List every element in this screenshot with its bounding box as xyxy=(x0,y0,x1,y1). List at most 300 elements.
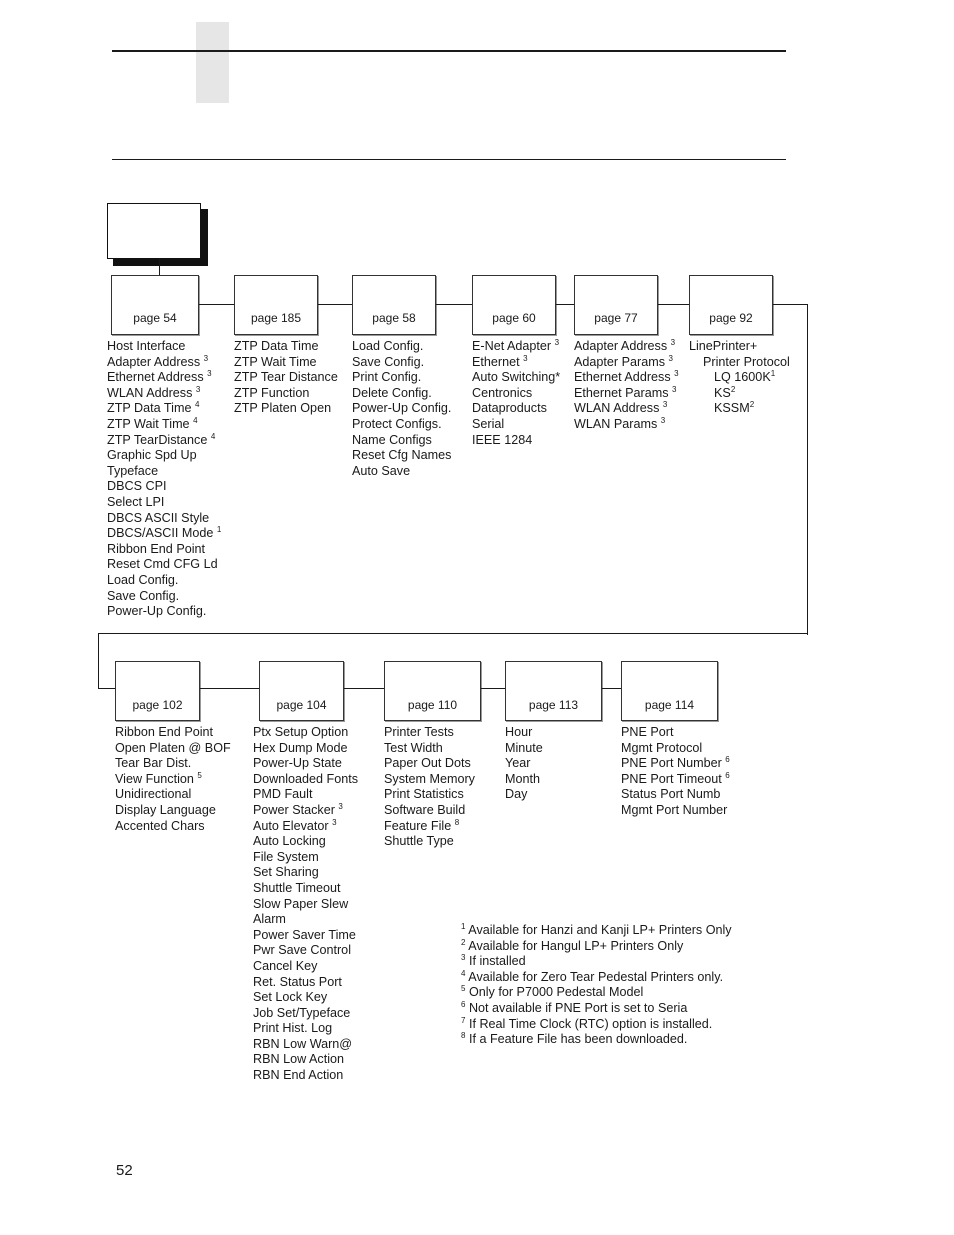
footnote-marker: 6 xyxy=(725,770,730,780)
menu-item xyxy=(253,1037,358,1053)
menu-item xyxy=(352,370,451,386)
menu-box-row1-6 xyxy=(689,275,773,335)
menu-item-text: Load Config. xyxy=(352,339,424,353)
footnote-text: Available for Zero Tear Pedestal Printers only. xyxy=(468,969,724,984)
menu-item-text: Status Port Numb xyxy=(621,787,721,802)
footnote-marker: 3 xyxy=(662,400,668,410)
menu-item xyxy=(253,1052,358,1068)
menu-item-text: IEEE 1284 xyxy=(472,432,533,447)
menu-item-text: Ethernet Params xyxy=(574,385,669,400)
menu-item xyxy=(384,772,475,788)
menu-item-text: ZTP Data Time xyxy=(107,401,192,416)
menu-item-text: Reset Cmd CFG Ld xyxy=(107,557,218,572)
page-reference-label: page 92 xyxy=(709,311,753,325)
menu-item xyxy=(574,417,679,433)
connector-r1-6 xyxy=(773,304,808,305)
menu-item-text: Centronics xyxy=(472,385,533,400)
menu-items-row1-4 xyxy=(472,339,560,448)
menu-item-text: Print Hist. Log xyxy=(253,1021,333,1036)
menu-item xyxy=(384,803,475,819)
menu-item-text: RBN Low Warn@ xyxy=(253,1036,353,1051)
menu-item xyxy=(689,386,790,402)
menu-item-text: Software Build xyxy=(384,802,466,817)
menu-item xyxy=(621,803,730,819)
footnote-marker: 1 xyxy=(770,369,776,378)
menu-item-text: RBN Low Action xyxy=(253,1052,344,1067)
menu-item-text: Alarm xyxy=(253,912,286,927)
page-reference-label: page 102 xyxy=(132,698,183,712)
connector-r1-2 xyxy=(318,304,352,305)
page-reference-label: page 114 xyxy=(644,698,695,712)
menu-item-text: Power-Up Config. xyxy=(352,401,452,416)
menu-item-text: Name Configs xyxy=(352,432,432,447)
menu-item-text: Paper Out Dots xyxy=(384,756,471,771)
menu-item-text: Ethernet Address xyxy=(574,370,671,385)
menu-item xyxy=(234,355,338,371)
menu-item-text: Power-Up Config. xyxy=(107,604,207,619)
menu-item xyxy=(689,401,790,417)
menu-item xyxy=(253,975,358,991)
menu-item-text: Display Language xyxy=(115,802,216,817)
menu-item-text: Dataproducts xyxy=(472,401,547,416)
menu-item-text: Slow Paper Slew xyxy=(253,896,349,911)
menu-item-text: Print Config. xyxy=(352,370,422,385)
menu-item-text: Auto Locking xyxy=(253,834,326,849)
menu-item xyxy=(107,464,221,480)
menu-item-text: PNE Port Number xyxy=(621,756,722,771)
menu-item xyxy=(472,386,560,402)
menu-item xyxy=(505,772,543,788)
menu-box-row2-3 xyxy=(384,661,481,721)
footnote-text: If Real Time Clock (RTC) option is installed. xyxy=(468,1016,713,1031)
menu-items-row2-4 xyxy=(505,725,543,803)
menu-item xyxy=(574,386,679,402)
menu-item xyxy=(472,417,560,433)
menu-item xyxy=(107,417,221,433)
connector-r1-4 xyxy=(556,304,574,305)
page-number: 52 xyxy=(116,1162,133,1179)
connector-r1-3 xyxy=(436,304,472,305)
footnote xyxy=(461,1032,732,1048)
menu-item xyxy=(107,542,221,558)
menu-item-text: ZTP Tear Distance xyxy=(234,370,338,385)
menu-item xyxy=(472,401,560,417)
menu-item xyxy=(107,479,221,495)
menu-item-text: ZTP TearDistance xyxy=(107,432,208,447)
connector-r2-3 xyxy=(481,688,505,689)
footnote-marker: 3 xyxy=(674,369,679,378)
menu-item-text: Year xyxy=(505,756,531,771)
footnote-marker: 4 xyxy=(210,431,216,441)
menu-item xyxy=(107,401,221,417)
menu-item-text: LQ 1600K xyxy=(714,370,771,385)
menu-item xyxy=(574,355,679,371)
menu-items-row2-3 xyxy=(384,725,475,850)
menu-item xyxy=(253,943,358,959)
menu-item xyxy=(253,959,358,975)
menu-item xyxy=(253,1068,358,1084)
menu-items-row1-2 xyxy=(234,339,338,417)
footnote-text: If installed xyxy=(468,954,526,969)
menu-items-row1-1 xyxy=(107,339,221,620)
footnote-marker: 8 xyxy=(454,817,460,827)
menu-item xyxy=(107,557,221,573)
menu-item-text: Ribbon End Point xyxy=(115,725,214,739)
menu-item-text: Auto Elevator xyxy=(253,818,329,833)
menu-item-text: KS xyxy=(714,385,731,400)
menu-item-text: Graphic Spd Up xyxy=(107,448,197,463)
menu-item xyxy=(234,401,338,417)
menu-item xyxy=(107,511,221,527)
menu-items-row2-2 xyxy=(253,725,358,1084)
footnote-number: 2 xyxy=(461,937,466,947)
footnote-marker: 5 xyxy=(197,770,202,780)
menu-items-row1-3 xyxy=(352,339,451,479)
menu-item-text: Ethernet xyxy=(472,354,520,369)
menu-item xyxy=(505,787,543,803)
footnote-marker: 3 xyxy=(332,817,337,827)
menu-item-text: Printer Tests xyxy=(384,725,454,739)
connector-r1-1 xyxy=(199,304,234,305)
menu-item xyxy=(107,573,221,589)
menu-item-text: PNE Port xyxy=(621,725,674,739)
menu-item xyxy=(253,865,358,881)
menu-item-text: PNE Port Timeout xyxy=(621,771,722,786)
menu-item xyxy=(253,1006,358,1022)
connector-r1-5 xyxy=(658,304,689,305)
menu-items-row2-1 xyxy=(115,725,231,834)
menu-item-text: ZTP Data Time xyxy=(234,339,319,353)
footnote-number: 1 xyxy=(461,921,466,931)
menu-items-row1-5 xyxy=(574,339,679,433)
menu-item-text: Mgmt Port Number xyxy=(621,802,728,817)
menu-item xyxy=(115,756,231,772)
menu-item xyxy=(107,448,221,464)
footnote-marker: 3 xyxy=(195,384,201,394)
menu-item xyxy=(352,433,451,449)
menu-item-text: Month xyxy=(505,771,541,786)
menu-item-text: Hour xyxy=(505,725,533,739)
menu-item-text: Protect Configs. xyxy=(352,416,442,431)
footnote-number: 4 xyxy=(461,968,466,978)
menu-box-row2-1 xyxy=(115,661,200,721)
menu-item-text: DBCS CPI xyxy=(107,479,167,494)
menu-item-text: Save Config. xyxy=(352,354,425,369)
menu-item-text: Unidirectional xyxy=(115,787,192,802)
footnote-marker: 1 xyxy=(216,524,222,534)
footnote xyxy=(461,954,732,970)
menu-item-text: Job Set/Typeface xyxy=(253,1005,351,1020)
menu-item-text: Adapter Address xyxy=(107,354,201,369)
menu-box-row1-3 xyxy=(352,275,436,335)
connector-wrap-bottom xyxy=(98,633,808,634)
menu-item xyxy=(115,772,231,788)
menu-item xyxy=(253,990,358,1006)
menu-item-text: ZTP Wait Time xyxy=(234,354,317,369)
menu-item-text: Delete Config. xyxy=(352,385,432,400)
footnote-marker: 3 xyxy=(660,415,666,425)
menu-item-text: KSSM xyxy=(714,401,750,416)
menu-item xyxy=(352,355,451,371)
page-reference-label: page 54 xyxy=(133,311,177,325)
footnote-marker: 4 xyxy=(193,415,198,425)
menu-item-text: Save Config. xyxy=(107,588,180,603)
menu-item-text: Auto Save xyxy=(352,463,411,478)
page-reference-label: page 110 xyxy=(407,698,458,712)
menu-item-text: ZTP Function xyxy=(234,385,310,400)
menu-item-text: Adapter Params xyxy=(574,354,665,369)
footnote-marker: 2 xyxy=(730,384,736,394)
page-reference-label: page 58 xyxy=(372,311,416,325)
page-reference-label: page 185 xyxy=(250,311,302,325)
menu-item-text: Load Config. xyxy=(107,572,179,587)
menu-item xyxy=(621,756,730,772)
menu-item xyxy=(107,526,221,542)
menu-item-text: Typeface xyxy=(107,463,159,478)
page-reference-label: page 77 xyxy=(594,311,638,325)
footnote-text: Available for Hanzi and Kanji LP+ Printers Only xyxy=(468,923,732,937)
menu-item-text: LinePrinter+ xyxy=(689,339,758,353)
menu-item xyxy=(253,819,358,835)
menu-box-row2-5 xyxy=(621,661,718,721)
footnote-marker: 3 xyxy=(203,353,209,363)
menu-item-text: Power-Up State xyxy=(253,756,342,771)
menu-item xyxy=(352,401,451,417)
menu-item xyxy=(621,787,730,803)
footnote xyxy=(461,970,732,986)
menu-item xyxy=(253,1021,358,1037)
menu-item xyxy=(107,355,221,371)
footnote-text: Only for P7000 Pedestal Model xyxy=(468,985,644,1000)
section-rule xyxy=(112,159,786,160)
footnote-marker: 3 xyxy=(523,353,528,363)
menu-item-text: Adapter Address xyxy=(574,339,668,353)
menu-item xyxy=(253,741,358,757)
menu-item xyxy=(253,725,358,741)
menu-item-text: Feature File xyxy=(384,818,452,833)
footnote-number: 5 xyxy=(461,984,466,994)
menu-item-text: RBN End Action xyxy=(253,1068,344,1083)
menu-item xyxy=(253,834,358,850)
menu-item xyxy=(574,401,679,417)
menu-box-row2-2 xyxy=(259,661,344,721)
menu-item-text: PMD Fault xyxy=(253,787,313,802)
footnote-number: 6 xyxy=(461,999,466,1009)
menu-item-text: Power Stacker xyxy=(253,802,335,817)
menu-item xyxy=(253,928,358,944)
menu-item xyxy=(472,370,560,386)
menu-item xyxy=(472,433,560,449)
menu-item-text: DBCS/ASCII Mode xyxy=(107,526,214,541)
page-reference-label: page 113 xyxy=(528,698,579,712)
menu-item xyxy=(253,772,358,788)
footnote-text: Not available if PNE Port is set to Seria xyxy=(468,1000,688,1015)
menu-item-text: Cancel Key xyxy=(253,958,318,973)
menu-item-text: Shuttle Type xyxy=(384,834,454,849)
menu-item xyxy=(384,819,475,835)
connector-wrap-left xyxy=(98,633,99,689)
chapter-tab xyxy=(196,22,229,103)
footnote-number: 3 xyxy=(461,953,466,962)
menu-item-text: View Function xyxy=(115,771,194,786)
menu-item-text: Auto Switching* xyxy=(472,370,561,385)
menu-item-text: Pwr Save Control xyxy=(253,943,351,958)
footnote-number: 8 xyxy=(461,1030,466,1040)
menu-box-row1-4 xyxy=(472,275,556,335)
footnote-marker: 6 xyxy=(725,755,730,764)
footnote-marker: 3 xyxy=(207,369,212,378)
menu-item xyxy=(472,339,560,355)
footnote-marker: 3 xyxy=(668,353,673,363)
menu-item xyxy=(574,339,679,355)
menu-item-text: Set Lock Key xyxy=(253,990,328,1005)
menu-item xyxy=(689,355,790,371)
connector-r2-2 xyxy=(344,688,384,689)
menu-item-text: Minute xyxy=(505,740,543,755)
menu-item xyxy=(107,589,221,605)
menu-item xyxy=(234,370,338,386)
menu-item xyxy=(234,339,338,355)
footnote xyxy=(461,1001,732,1017)
menu-item xyxy=(352,448,451,464)
menu-item xyxy=(253,897,358,913)
connector-wrap-right xyxy=(807,304,808,635)
menu-item-text: Ribbon End Point xyxy=(107,541,206,556)
footnote xyxy=(461,985,732,1001)
menu-item-text: Ptx Setup Option xyxy=(253,725,349,739)
menu-item xyxy=(253,756,358,772)
page-reference-label: page 60 xyxy=(492,311,536,325)
menu-item-text: Reset Cfg Names xyxy=(352,448,452,463)
menu-item xyxy=(107,495,221,511)
menu-item xyxy=(352,339,451,355)
menu-item-text: DBCS ASCII Style xyxy=(107,510,210,525)
menu-item-text: Hex Dump Mode xyxy=(253,740,348,755)
menu-item-text: Power Saver Time xyxy=(253,927,356,942)
menu-item-text: Day xyxy=(505,787,528,802)
menu-item xyxy=(115,819,231,835)
menu-item xyxy=(621,772,730,788)
menu-item-text: ZTP Wait Time xyxy=(107,416,190,431)
menu-item xyxy=(253,850,358,866)
menu-item-text: Mgmt Protocol xyxy=(621,740,703,755)
menu-item xyxy=(234,386,338,402)
menu-item xyxy=(253,787,358,803)
footnote-text: Available for Hangul LP+ Printers Only xyxy=(468,938,684,953)
menu-item-text: Set Sharing xyxy=(253,865,319,880)
menu-item xyxy=(384,787,475,803)
menu-box-row1-5 xyxy=(574,275,658,335)
menu-item-text: WLAN Address xyxy=(574,401,660,416)
menu-item xyxy=(505,725,543,741)
menu-item-text: Test Width xyxy=(384,740,443,755)
menu-item xyxy=(115,803,231,819)
menu-item xyxy=(253,881,358,897)
menu-item xyxy=(621,741,730,757)
menu-item-text: ZTP Platen Open xyxy=(234,401,332,416)
menu-box-row2-4 xyxy=(505,661,602,721)
menu-item xyxy=(352,417,451,433)
menu-item-text: Open Platen @ BOF xyxy=(115,740,231,755)
footnote-text: If a Feature File has been downloaded. xyxy=(468,1032,688,1047)
menu-box-row1-1 xyxy=(111,275,199,335)
menu-item xyxy=(384,741,475,757)
menu-item-text: File System xyxy=(253,849,319,864)
header-rule xyxy=(112,50,786,52)
menu-item-text: Ret. Status Port xyxy=(253,974,342,989)
menu-item-text: Downloaded Fonts xyxy=(253,771,359,786)
menu-item xyxy=(384,756,475,772)
footnotes xyxy=(461,923,732,1048)
menu-item xyxy=(352,464,451,480)
footnote-marker: 3 xyxy=(670,337,676,347)
menu-item xyxy=(505,756,543,772)
menu-item xyxy=(689,370,790,386)
footnote-marker: 3 xyxy=(672,384,677,394)
connector-r2-1 xyxy=(200,688,259,689)
menu-item xyxy=(384,834,475,850)
menu-item-text: Tear Bar Dist. xyxy=(115,756,192,771)
footnote-number: 7 xyxy=(461,1015,466,1025)
connector-wrap-in xyxy=(98,688,115,689)
menu-item xyxy=(115,725,231,741)
menu-item-text: WLAN Params xyxy=(574,416,658,431)
menu-item-text: Select LPI xyxy=(107,494,165,509)
footnote xyxy=(461,1017,732,1033)
footnote-marker: 2 xyxy=(749,400,755,410)
menu-item xyxy=(505,741,543,757)
footnote xyxy=(461,939,732,955)
page-reference-label: page 104 xyxy=(276,698,327,712)
menu-item-text: Serial xyxy=(472,416,505,431)
footnote-marker: 3 xyxy=(554,337,560,347)
footnote-marker: 3 xyxy=(338,801,343,811)
menu-item xyxy=(115,787,231,803)
menu-item xyxy=(253,803,358,819)
menu-item xyxy=(472,355,560,371)
menu-item xyxy=(621,725,730,741)
menu-items-row1-6 xyxy=(689,339,790,417)
menu-item-text: Ethernet Address xyxy=(107,370,204,385)
menu-item-text: Print Statistics xyxy=(384,787,464,802)
footnote-marker: 4 xyxy=(194,400,200,410)
menu-item xyxy=(253,912,358,928)
menu-item xyxy=(107,604,221,620)
menu-item xyxy=(115,741,231,757)
menu-item xyxy=(384,725,475,741)
footnote xyxy=(461,923,732,939)
connector-root xyxy=(159,259,160,275)
menu-item xyxy=(107,370,221,386)
menu-item-text: Accented Chars xyxy=(115,818,205,833)
menu-items-row2-5 xyxy=(621,725,730,819)
menu-item-text: WLAN Address xyxy=(107,385,193,400)
menu-item xyxy=(352,386,451,402)
menu-item-text: E-Net Adapter xyxy=(472,339,552,353)
menu-item-text: Host Interface xyxy=(107,339,186,353)
root-menu-box xyxy=(107,203,201,259)
menu-item xyxy=(107,386,221,402)
menu-item-text: System Memory xyxy=(384,771,475,786)
menu-item xyxy=(574,370,679,386)
connector-r2-4 xyxy=(602,688,621,689)
menu-item xyxy=(107,433,221,449)
menu-item-text: Shuttle Timeout xyxy=(253,880,341,895)
menu-box-row1-2 xyxy=(234,275,318,335)
menu-item xyxy=(107,339,221,355)
menu-item-text: Printer Protocol xyxy=(703,354,790,369)
menu-item xyxy=(689,339,790,355)
